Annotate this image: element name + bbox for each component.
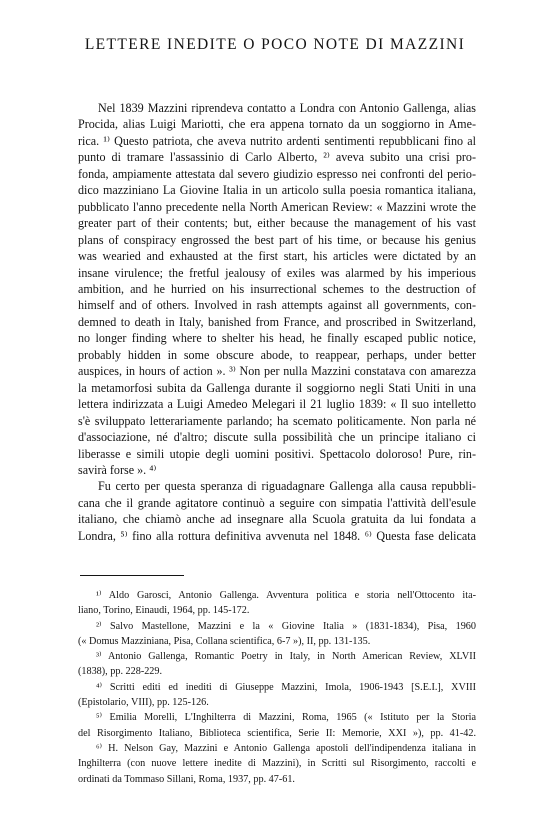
body-line: la metamorfosi subita da Gallenga durante il soggiorno negli Stati Uniti in una xyxy=(78,380,476,395)
footnote-line: ordinati da Tommaso Sillani, Roma, 1937, pp. 47-61. xyxy=(78,773,295,785)
body-line: himself and of others. Involved in rash attempts against all governments, con- xyxy=(78,298,476,313)
footnote-line: Inghilterra (con nuove lettere inedite di Mazzini), in Scritti sul Risorgimento, raccolti e xyxy=(78,758,476,770)
body-line: savirà forse ». ⁴⁾ xyxy=(78,462,157,477)
footnote-line: ⁵⁾ Emilia Morelli, L'Inghilterra di Mazzini, Roma, 1965 (« Istituto per la Storia xyxy=(96,712,476,724)
body-line: Fu certo per questa speranza di riguadagnare Gallenga alla causa repubbli- xyxy=(98,479,476,494)
body-line: insane virulence; the fretful jealousy of exiles was alarmed by his imperious xyxy=(78,265,476,280)
body-line: was wearied and exhausted at the first start, his articles were dictated by an xyxy=(78,249,476,264)
body-line: italiano, che chiamò anche ad insegnare alla Scuola gratuita da lui fondata a xyxy=(78,512,476,527)
body-line: auspices, in hours of action ». ³⁾ Non per nulla Mazzini constatava con amarezza xyxy=(78,364,476,379)
body-line: pubblicato l'anno precedente nella North American Review: « Mazzini wrote the xyxy=(78,199,476,214)
footnote-line: (« Domus Mazziniana, Pisa, Collana scientifica, 6-7 »), II, pp. 131-135. xyxy=(78,635,371,647)
body-line: d'associazione, né d'altro; discute sulla possibilità che un principe italiano ci xyxy=(78,430,476,445)
footnotes xyxy=(78,588,476,787)
footnote-line: ⁴⁾ Scritti editi ed inediti di Giuseppe Mazzini, Imola, 1906-1943 [S.E.I.], XVIII xyxy=(96,681,476,693)
body-line: no longer finding where to shelter his head, he finally escaped public notice, xyxy=(78,331,476,346)
page-title: LETTERE INEDITE O POCO NOTE DI MAZZINI xyxy=(84,36,466,53)
footnote-line: liano, Torino, Einaudi, 1964, pp. 145-172. xyxy=(78,605,250,617)
body-line: greater part of their contents; but, either because the management of his vast xyxy=(78,216,476,231)
body-line: plans of conspiracy engrossed the best part of his time, or because his genius xyxy=(78,232,476,247)
body-line: s'è sviluppato letterariamente parlando; ha scemato politicamente. Non parla né xyxy=(78,413,476,428)
footnote-rule xyxy=(80,575,184,576)
body-line: liberasse e simili utopie degli uomini positivi. Spettacolo doloroso! Pure, rin- xyxy=(78,446,476,461)
body-line: demned to death in Italy, banished from France, and proscribed in Switzerland, xyxy=(78,314,476,329)
footnote-line: ³⁾ Antonio Gallenga, Romantic Poetry in Italy, in North American Review, XLVII xyxy=(96,651,476,663)
body-line: Nel 1839 Mazzini riprendeva contatto a Londra con Antonio Gallenga, alias xyxy=(98,101,476,115)
footnote-line: (1838), pp. 228-229. xyxy=(78,666,163,678)
body-line: rica. ¹⁾ Questo patriota, che aveva nutrito ardenti sentimenti repubblicani fino al xyxy=(78,133,476,148)
body-line: cana che il grande agitatore continuò a seguire con simpatia l'attività dell'esule xyxy=(78,495,476,510)
footnote-line: ⁶⁾ H. Nelson Gay, Mazzini e Antonio Gallenga apostoli dell'indipendenza italiana in xyxy=(96,742,476,754)
body-line: ambition, and he hurried on his insurrectional schemes to the destruction of xyxy=(78,281,476,296)
body-line: Londra, ⁵⁾ fino alla rottura definitiva avvenuta nel 1848. ⁶⁾ Questa fase delicata xyxy=(78,528,476,543)
body-line: fonda, ampiamente attestata dal severo giudizio espresso nei confronti del perio- xyxy=(78,166,476,181)
body-line: dico mazziniano La Giovine Italia in un articolo sulla poesia romantica italiana, xyxy=(78,183,476,198)
footnote-line: ¹⁾ Aldo Garosci, Antonio Gallenga. Avventura politica e storia nell'Ottocento ita- xyxy=(96,590,476,601)
body-line: Procida, alias Luigi Mariotti, che era appena tornato da un soggiorno in Ame- xyxy=(78,117,476,132)
footnote-line: del Risorgimento Italiano, Biblioteca scientifica, Serie II: Memorie, XXI »), pp. 41-42. xyxy=(78,727,476,739)
footnote-line: (Epistolario, VIII), pp. 125-126. xyxy=(78,697,209,709)
body-line: probably hidden in some obscure abode, to reappear, perhaps, under better xyxy=(78,347,476,362)
body-line: lettera indirizzata a Luigi Amedeo Melegari il 21 luglio 1839: « Il suo intelletto xyxy=(78,397,476,412)
body-text xyxy=(78,100,476,544)
footnote-line: ²⁾ Salvo Mastellone, Mazzini e la « Giovine Italia » (1831-1834), Pisa, 1960 xyxy=(96,620,476,632)
body-line: punto di tramare l'assassinio di Carlo Alberto, ²⁾ aveva subito una crisi pro- xyxy=(78,150,476,165)
